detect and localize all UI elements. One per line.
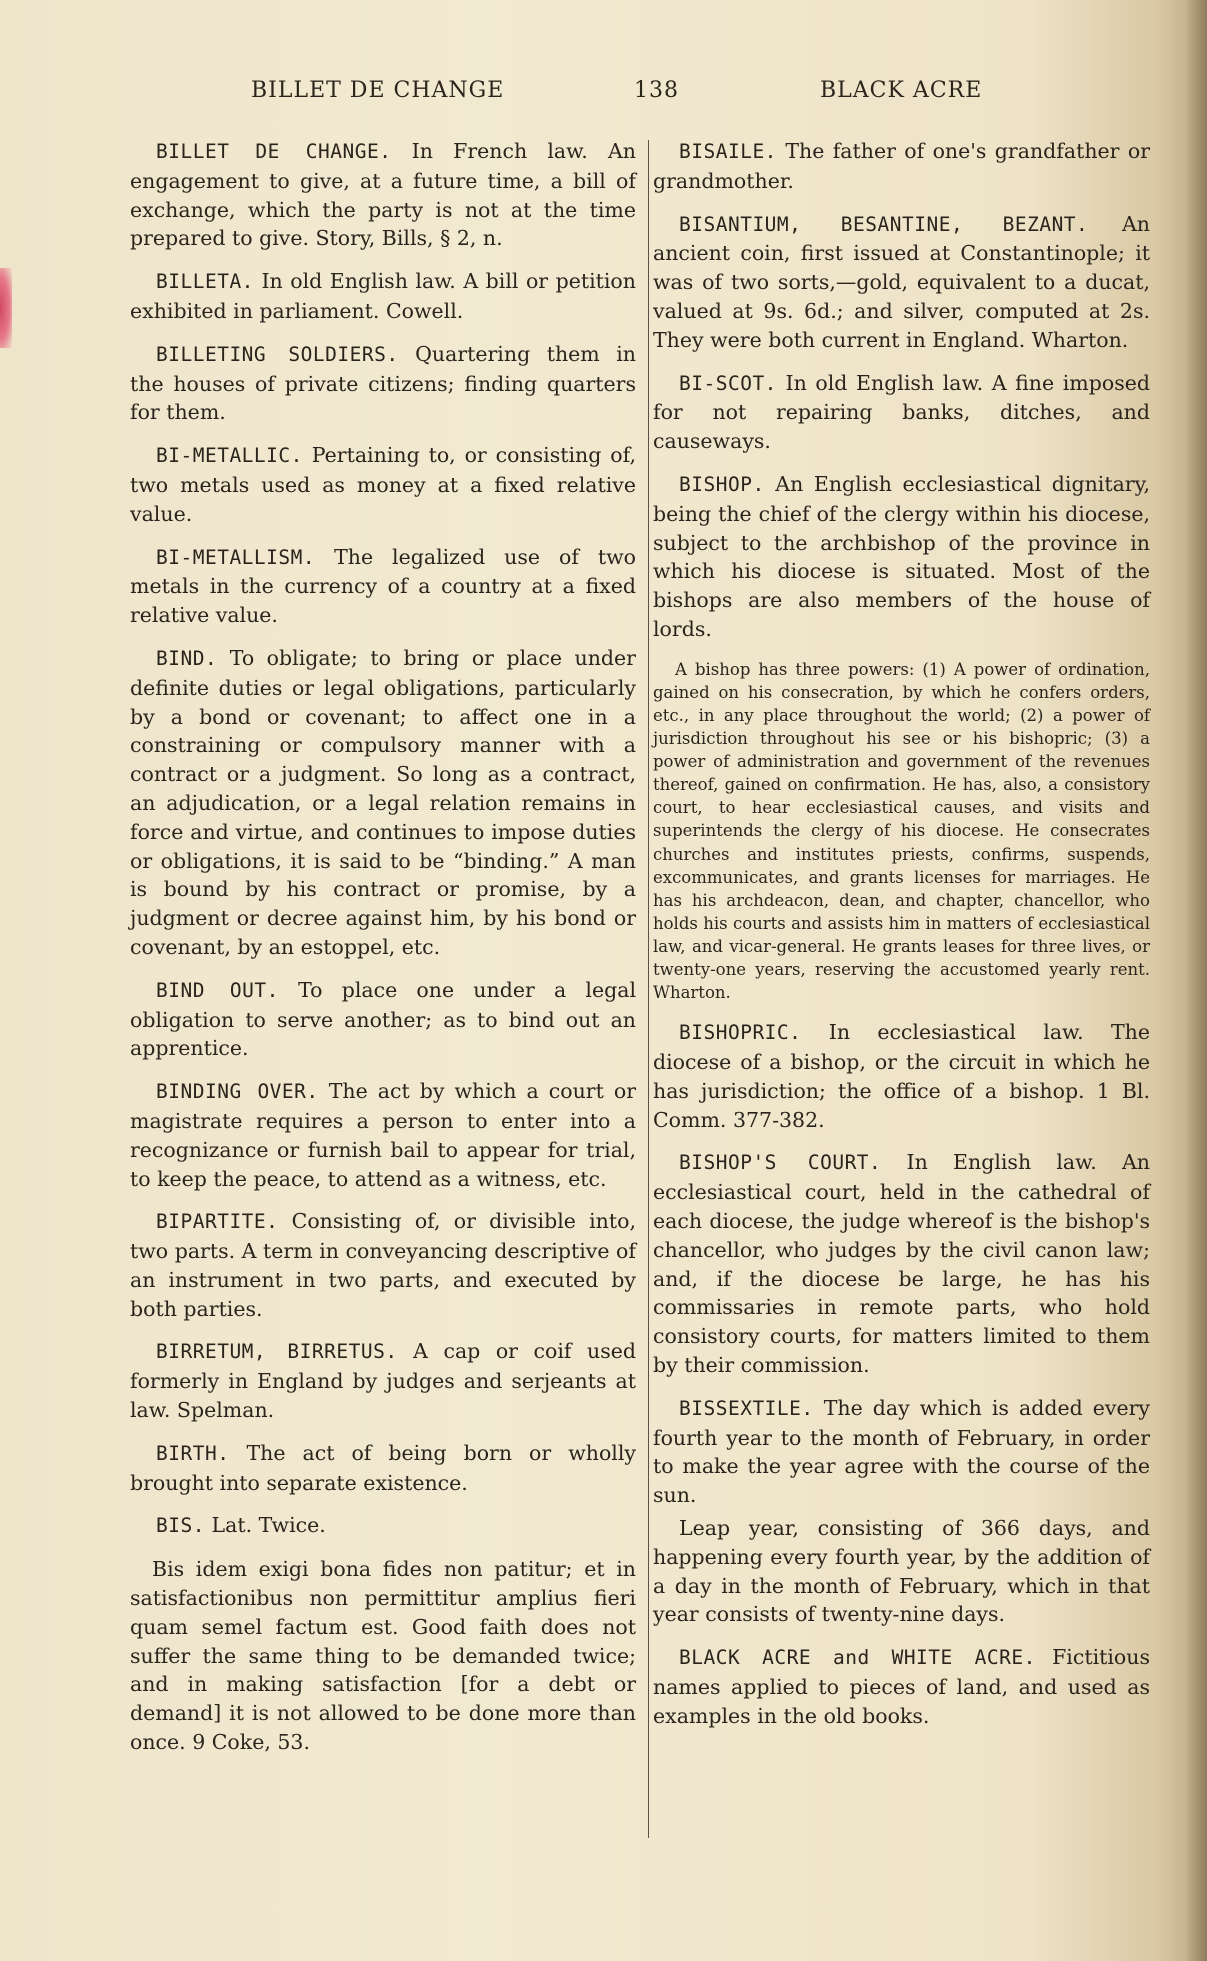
note-text: A bishop has three powers: (1) A power of ordination, gained on his consecration, by which he confers orders, etc., in any place throughout the world; (2) a power of jurisdiction throughout his see or his bishopric; (3) a power of administration and government of the revenues thereof, gained on confirmation. He has, also, a consistory court, to hear ecclesiastical causes, and visits and superintends the clergy of his diocese. He consecrates churches and institutes priests, confirms, suspends, excommunicates, and grants licenses for marriages. He has his archdeacon, dean, and chapter, chancellor, who holds his courts and assists him in matters of ecclesiastical law, and vicar-general. He grants leases for three lives, or twenty-one years, reserving the accustomed yearly rent. Wharton. [653,659,1150,1003]
entry-term: BIPARTITE. [156,1210,279,1234]
entry-term: BI-METALLISM. [156,545,316,569]
entry-term: BISANTIUM, BESANTINE, BEZANT. [679,212,1089,236]
bookmark-ribbon [0,268,12,348]
entry [130,543,636,630]
entry [653,1394,1150,1510]
maxim-text: Bis idem exigi bona fides non patitur; et in satisfactionibus non permittitur amplius fieri quam semel factum est. Good faith does not suffer the same thing to be demanded twice; and in making satisfaction [for a debt or demand] it is not allowed to be done more than once. 9 Coke, 53. [130,1557,636,1755]
entry-definition: The act of being born or wholly brought into separate existence. [130,1440,636,1495]
entry [130,1207,636,1323]
entry-definition: In ecclesiastical law. The diocese of a bishop, or the circuit in which he has jurisdiction; the office of a bishop. 1 Bl. Comm. 377-382. [653,1020,1150,1132]
entry [653,1148,1150,1379]
entry-definition: The act by which a court or magistrate requires a person to enter into a recognizance or furnish bail to appear for trial, to keep the peace, to attend as a witness, etc. [130,1079,637,1191]
entry-term: BISAILE. [679,140,777,163]
entry-term: BISSEXTILE. [679,1396,814,1420]
entry-definition: To obligate; to bring or place under definite duties or legal obligations, particularly by a bond or covenant; to affect one in a constraining or compulsory manner with a contract or a judgment. So long as a contract, an adjudication, or a legal relation remains in force and virtue, and continues to impose duties or obligations, it is said to be “binding.” A man is bound by his contract or promise, by a judgment or decree against him, by his bond or covenant, by an estoppel, etc. [130,645,636,959]
column-divider [648,140,649,1838]
entry-definition: Quartering them in the houses of private citizens; finding quarters for them. [130,341,637,425]
entry-term: BIS. [156,1514,205,1538]
left-column [130,137,636,1771]
entry-term: BI-METALLIC. [156,444,303,468]
entry [130,137,636,253]
entry [653,369,1150,456]
entry [653,137,1150,196]
entry [130,267,636,326]
entry-definition: Leap year, consisting of 366 days, and happening every fourth year, by the addition of a day in the month of February, which in that year consists of twenty-nine days. [653,1515,1150,1627]
entry [130,976,636,1063]
entry-definition: An English ecclesiastical dignitary, being the chief of the clergy within his diocese, subject to the archbishop of the province in which his diocese is situated. Most of the bishops are also members of the house of lords. [653,471,1150,641]
entry-term: BINDING OVER. [156,1080,319,1104]
entry [130,644,636,962]
entry-note [653,658,1150,1004]
entry [653,1643,1150,1730]
entry-definition: Pertaining to, or consisting of, two metals used as money at a fixed relative value. [130,443,636,526]
entry-term: BILLETA. [156,270,254,294]
entry-continuation [653,1514,1150,1629]
maxim-paragraph [130,1555,636,1757]
entry [130,340,636,427]
right-column [653,137,1150,1744]
entry-definition: In English law. An ecclesiastical court, held in the cathedral of each diocese, the judge whereof is the bishop's chancellor, who judges by the civil canon law; and, if the diocese be large, he has his commissaries in remote parts, who hold consistory courts, for matters limited to them by their commission. [653,1150,1150,1377]
entry [130,441,636,528]
entry-definition: The day which is added every fourth year to the month of February, in order to make the year agree with the course of the sun. [653,1395,1150,1508]
entry-definition: In old English law. A bill or petition exhibited in parliament. Cowell. [130,269,636,323]
entry-term: BILLET DE CHANGE. [156,140,392,163]
entry-term: BI-SCOT. [679,371,777,395]
entry-definition: Consisting of, or divisible into, two parts. A term in conveyancing descriptive of an instrument in two parts, and executed by both parties. [130,1209,636,1321]
entry-definition: In French law. An engagement to give, at a future time, a bill of exchange, which the party is not at the time prepared to give. Story, Bills, § 2, n. [130,139,636,251]
entry-definition: Lat. Twice. [211,1513,326,1538]
entry-term: BLACK ACRE and WHITE ACRE. [679,1646,1036,1670]
entry-term: BIRRETUM, BIRRETUS. [156,1340,398,1364]
entry-term: BISHOPRIC. [679,1021,802,1045]
entry [130,1337,636,1424]
entry [653,210,1150,355]
entry-definition: To place one under a legal obligation to serve another; as to bind out an apprentice. [130,977,636,1061]
page-number: 138 [634,78,679,103]
entry-term: BIND OUT. [156,978,279,1002]
entry-definition: The father of one's grandfather or grandmother. [653,139,1150,193]
header-left-guide-word: BILLET DE CHANGE [251,78,505,103]
entry-definition: A cap or coif used formerly in England by judges and serjeants at law. Spelman. [130,1339,636,1423]
entry [653,1018,1150,1134]
entry-term: BIRTH. [156,1441,230,1465]
entry [130,1439,636,1498]
entry-definition: The legalized use of two metals in the currency of a country at a fixed relative value. [130,544,636,628]
header-right-guide-word: BLACK ACRE [820,78,983,103]
page-edge-shadow [1185,0,1207,1961]
entry [130,1077,636,1193]
entry [130,1511,636,1541]
running-header [0,78,1207,118]
entry-term: BISHOP. [679,472,765,496]
entry-definition: In old English law. A fine imposed for not repairing banks, ditches, and causeways. [653,370,1150,454]
entry-term: BISHOP'S COURT. [679,1151,882,1175]
entry-definition: Fictitious names applied to pieces of land, and used as examples in the old books. [653,1645,1150,1728]
entry-definition: An ancient coin, first issued at Constantinople; it was of two sorts,—gold, equivalent to a ducat, valued at 9s. 6d.; and silver, computed at 2s. They were both current in England. Wharton. [653,211,1150,352]
entry [653,470,1150,644]
entry-term: BILLETING SOLDIERS. [156,342,399,366]
entry-term: BIND. [156,646,218,670]
